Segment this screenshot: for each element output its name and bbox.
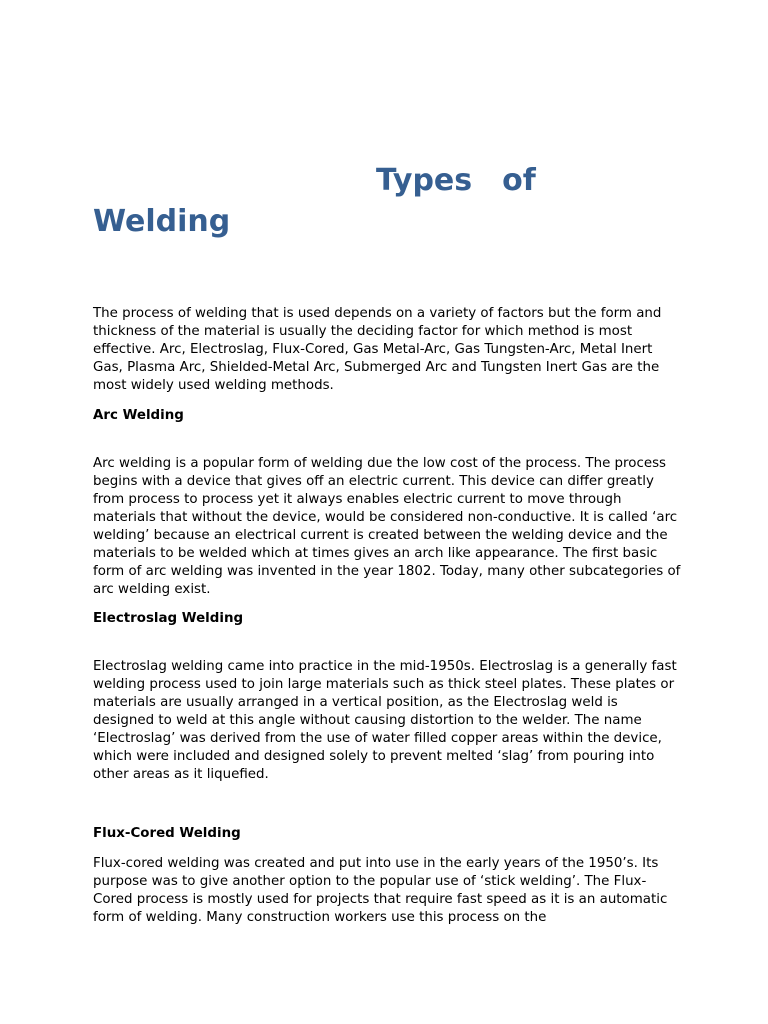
title-line-1 — [93, 160, 573, 201]
title-word-welding: Welding — [93, 204, 231, 239]
heading-electroslag-welding: Electroslag Welding — [93, 611, 244, 626]
arc-welding-paragraph: Arc welding is a popular form of welding due the low cost of the process. The process begins with a device that gives off an electric current. This device can differ greatly from process to process yet it always enables electric current to move through materials that without the device, would be considered non-conductive. It is called ‘arc welding’ because an electrical current is created between the welding device and the materials to be welded which at times gives an arch like appearance. The first basic form of arc welding was invented in the year 1802. Today, many other subcategories of arc welding exist. — [93, 456, 681, 597]
heading-arc-welding: Arc Welding — [93, 408, 184, 423]
title-word-of: of — [502, 163, 536, 198]
heading-flux-cored-welding: Flux-Cored Welding — [93, 826, 241, 841]
page-title — [93, 160, 573, 242]
intro-paragraph: The process of welding that is used depends on a variety of factors but the form and thickness of the material is usually the deciding factor for which method is most effective. Arc, Electroslag, Flux-Cored, Gas Metal-Arc, Gas Tungsten-Arc, Metal Inert Gas, Plasma Arc, Shielded-Metal Arc, Submerged Arc and Tungsten Inert Gas are the most widely used welding methods. — [93, 306, 662, 393]
electroslag-paragraph: Electroslag welding came into practice in the mid-1950s. Electroslag is a generally fast welding process used to join large materials such as thick steel plates. These plates or materials are usually arranged in a vertical position, as the Electroslag weld is designed to weld at this angle without causing distortion to the welder. The name ‘Electroslag’ was derived from the use of water filled copper areas within the device, which were included and designed solely to prevent melted ‘slag’ from pouring into other areas as it liquefied. — [93, 659, 677, 782]
title-word-types: Types — [376, 163, 473, 198]
flux-cored-paragraph: Flux-cored welding was created and put into use in the early years of the 1950’s. Its purpose was to give another option to the popular use of ‘stick welding’. The Flux-Cored process is mostly used for projects that require fast speed as it is an automatic form of welding. Many construction workers use this process on the — [93, 856, 668, 925]
